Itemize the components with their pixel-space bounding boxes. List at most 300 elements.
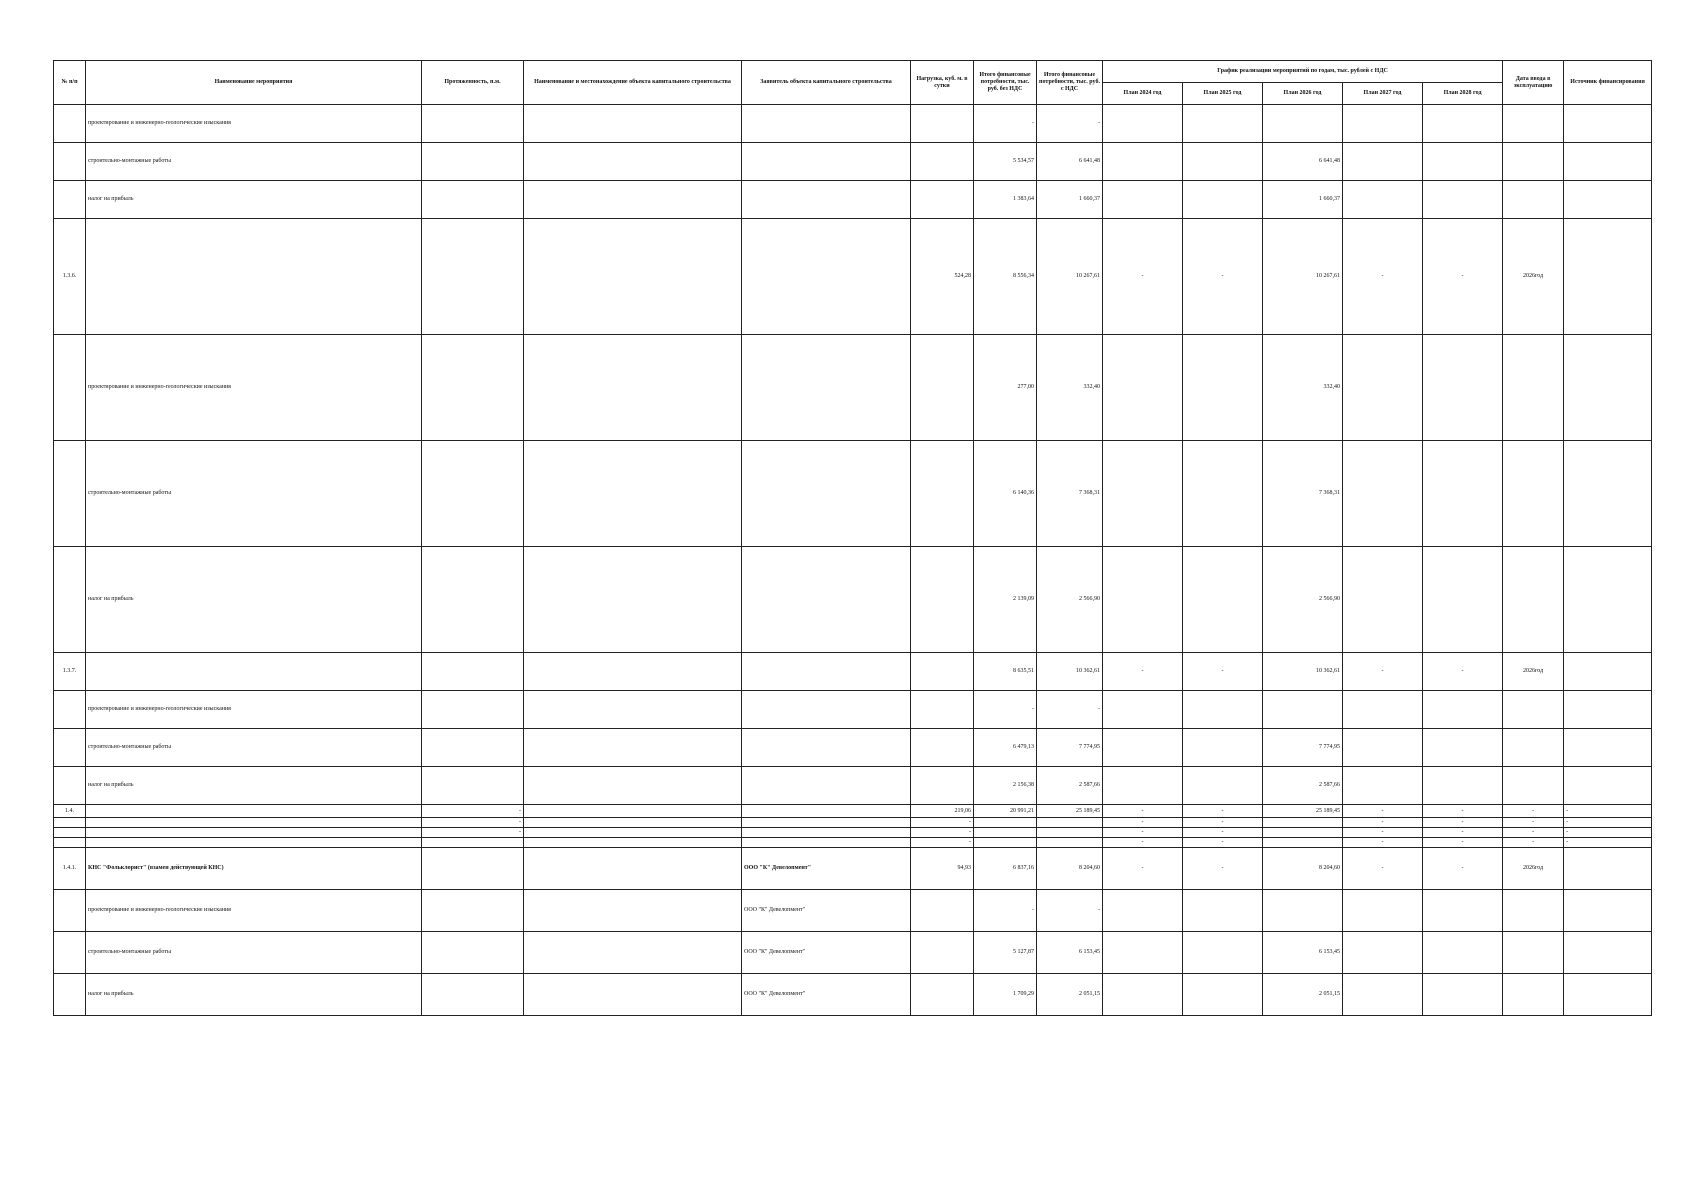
object-description: [524, 838, 742, 848]
total-vat-cell: -: [1037, 105, 1103, 143]
applicant-cell: [742, 181, 911, 219]
header-applicant: Заявитель объекта капитального строительства: [742, 61, 911, 105]
commission-date-cell: -: [1503, 805, 1564, 818]
plan-2027-cell: -: [1343, 805, 1423, 818]
plan-2024-cell: [1103, 441, 1183, 547]
plan-2027-cell: [1343, 890, 1423, 932]
plan-2028-cell: [1423, 890, 1503, 932]
plan-2027-cell: -: [1343, 219, 1423, 335]
plan-2025-cell: -: [1183, 838, 1263, 848]
measure-name: налог на прибыль: [86, 767, 422, 805]
plan-2024-cell: -: [1103, 219, 1183, 335]
row-number: [54, 828, 86, 838]
applicant-cell: [742, 838, 911, 848]
plan-2028-cell: [1423, 335, 1503, 441]
total-vat-cell: 6 641,48: [1037, 143, 1103, 181]
plan-2028-cell: [1423, 767, 1503, 805]
total-no-vat-cell: 2 156,38: [974, 767, 1037, 805]
financing-source-cell: -: [1564, 828, 1652, 838]
load-cell: 94,93: [911, 848, 974, 890]
plan-2024-cell: [1103, 691, 1183, 729]
total-no-vat-cell: 20 991,21: [974, 805, 1037, 818]
applicant-cell: [742, 219, 911, 335]
financing-source-cell: [1564, 143, 1652, 181]
length-cell: [422, 143, 524, 181]
header-plan-2025: План 2025 год: [1183, 83, 1263, 105]
commission-date-cell: [1503, 105, 1564, 143]
load-cell: [911, 181, 974, 219]
applicant-cell: [742, 691, 911, 729]
commission-date-cell: [1503, 974, 1564, 1016]
measure-name: проектирование и инженерно-геологические изыскания: [86, 335, 422, 441]
table-body: [54, 105, 1652, 1016]
total-no-vat-cell: 2 139,09: [974, 547, 1037, 653]
financing-source-cell: [1564, 890, 1652, 932]
plan-2027-cell: [1343, 729, 1423, 767]
object-description: [524, 932, 742, 974]
financing-source-cell: [1564, 547, 1652, 653]
applicant-cell: [742, 441, 911, 547]
financing-source-cell: [1564, 691, 1652, 729]
object-description: [524, 181, 742, 219]
plan-2024-cell: [1103, 547, 1183, 653]
table-row: [54, 890, 1652, 932]
row-number: 1.4.1.: [54, 848, 86, 890]
commission-date-cell: [1503, 143, 1564, 181]
total-vat-cell: 25 189,45: [1037, 805, 1103, 818]
length-cell: [422, 335, 524, 441]
measure-name: [86, 219, 422, 335]
length-cell: [422, 105, 524, 143]
load-cell: [911, 105, 974, 143]
header-plan-2028: План 2028 год: [1423, 83, 1503, 105]
measures-table: [53, 60, 1652, 1016]
load-cell: [911, 729, 974, 767]
total-no-vat-cell: [974, 828, 1037, 838]
table-row: [54, 729, 1652, 767]
applicant-cell: ООО "К" Девелопмент": [742, 932, 911, 974]
row-number: [54, 838, 86, 848]
table-header: [54, 61, 1652, 105]
load-cell: -: [911, 828, 974, 838]
commission-date-cell: -: [1503, 828, 1564, 838]
plan-2026-cell: 10 362,61: [1263, 653, 1343, 691]
measure-name: налог на прибыль: [86, 181, 422, 219]
load-cell: 524,28: [911, 219, 974, 335]
object-description: [524, 805, 742, 818]
total-vat-cell: 1 660,37: [1037, 181, 1103, 219]
plan-2028-cell: -: [1423, 219, 1503, 335]
table-row: [54, 818, 1652, 828]
plan-2025-cell: [1183, 181, 1263, 219]
length-cell: [422, 691, 524, 729]
load-cell: [911, 890, 974, 932]
applicant-cell: [742, 335, 911, 441]
total-no-vat-cell: [974, 818, 1037, 828]
applicant-cell: [742, 805, 911, 818]
total-vat-cell: 2 566,90: [1037, 547, 1103, 653]
row-number: [54, 729, 86, 767]
total-vat-cell: [1037, 828, 1103, 838]
total-no-vat-cell: [974, 838, 1037, 848]
length-cell: [422, 219, 524, 335]
total-no-vat-cell: 5 534,57: [974, 143, 1037, 181]
plan-2025-cell: [1183, 767, 1263, 805]
commission-date-cell: [1503, 691, 1564, 729]
table-row: [54, 767, 1652, 805]
total-no-vat-cell: 6 837,16: [974, 848, 1037, 890]
plan-2028-cell: [1423, 729, 1503, 767]
row-number: 1.3.6.: [54, 219, 86, 335]
length-cell: [422, 890, 524, 932]
financing-source-cell: [1564, 767, 1652, 805]
plan-2026-cell: 10 267,61: [1263, 219, 1343, 335]
header-length: Протяженность, п.м.: [422, 61, 524, 105]
table-row: [54, 838, 1652, 848]
measure-name: строительно-монтажные работы: [86, 441, 422, 547]
investment-program-table-sheet: [53, 60, 1651, 1016]
length-cell: [422, 838, 524, 848]
applicant-cell: [742, 143, 911, 181]
financing-source-cell: [1564, 441, 1652, 547]
commission-date-cell: [1503, 441, 1564, 547]
plan-2024-cell: [1103, 181, 1183, 219]
header-plan-2027: План 2027 год: [1343, 83, 1423, 105]
object-description: [524, 729, 742, 767]
plan-2025-cell: -: [1183, 805, 1263, 818]
object-description: [524, 105, 742, 143]
plan-2025-cell: -: [1183, 818, 1263, 828]
table-row: [54, 653, 1652, 691]
total-no-vat-cell: 8 556,34: [974, 219, 1037, 335]
plan-2027-cell: [1343, 441, 1423, 547]
row-number: 1.4.: [54, 805, 86, 818]
total-vat-cell: -: [1037, 691, 1103, 729]
total-vat-cell: -: [1037, 890, 1103, 932]
financing-source-cell: [1564, 335, 1652, 441]
plan-2028-cell: -: [1423, 848, 1503, 890]
plan-2027-cell: [1343, 143, 1423, 181]
object-description: [524, 335, 742, 441]
commission-date-cell: [1503, 729, 1564, 767]
plan-2025-cell: -: [1183, 828, 1263, 838]
plan-2026-cell: 7 368,31: [1263, 441, 1343, 547]
applicant-cell: ООО "К" Девелопмент": [742, 848, 911, 890]
load-cell: [911, 653, 974, 691]
measure-name: [86, 828, 422, 838]
length-cell: -: [422, 805, 524, 818]
plan-2024-cell: [1103, 767, 1183, 805]
plan-2025-cell: [1183, 441, 1263, 547]
applicant-cell: [742, 105, 911, 143]
plan-2025-cell: [1183, 547, 1263, 653]
total-vat-cell: 10 362,61: [1037, 653, 1103, 691]
table-row: [54, 974, 1652, 1016]
row-number: [54, 547, 86, 653]
row-number: [54, 932, 86, 974]
table-row: [54, 691, 1652, 729]
commission-date-cell: [1503, 547, 1564, 653]
financing-source-cell: -: [1564, 805, 1652, 818]
plan-2024-cell: -: [1103, 653, 1183, 691]
plan-2028-cell: -: [1423, 818, 1503, 828]
measure-name: строительно-монтажные работы: [86, 729, 422, 767]
financing-source-cell: [1564, 219, 1652, 335]
plan-2025-cell: [1183, 729, 1263, 767]
total-no-vat-cell: 5 127,87: [974, 932, 1037, 974]
length-cell: -: [422, 828, 524, 838]
financing-source-cell: [1564, 181, 1652, 219]
plan-2028-cell: [1423, 143, 1503, 181]
table-row: [54, 828, 1652, 838]
plan-2027-cell: -: [1343, 818, 1423, 828]
table-row: [54, 848, 1652, 890]
object-description: [524, 974, 742, 1016]
total-no-vat-cell: 8 635,51: [974, 653, 1037, 691]
plan-2028-cell: [1423, 441, 1503, 547]
plan-2026-cell: 2 051,15: [1263, 974, 1343, 1016]
plan-2027-cell: [1343, 335, 1423, 441]
row-number: [54, 335, 86, 441]
plan-2027-cell: -: [1343, 848, 1423, 890]
load-cell: [911, 767, 974, 805]
length-cell: [422, 547, 524, 653]
plan-2027-cell: [1343, 181, 1423, 219]
total-vat-cell: 7 368,31: [1037, 441, 1103, 547]
header-schedule: График реализации мероприятий по годам, тыс. рублей с НДС: [1103, 61, 1503, 83]
plan-2026-cell: [1263, 838, 1343, 848]
row-number: [54, 143, 86, 181]
plan-2027-cell: -: [1343, 838, 1423, 848]
plan-2027-cell: [1343, 105, 1423, 143]
total-vat-cell: [1037, 838, 1103, 848]
financing-source-cell: [1564, 653, 1652, 691]
header-load: Нагрузка, куб. м. в сутки: [911, 61, 974, 105]
length-cell: [422, 767, 524, 805]
plan-2027-cell: [1343, 974, 1423, 1016]
plan-2024-cell: [1103, 105, 1183, 143]
row-number: [54, 767, 86, 805]
applicant-cell: [742, 653, 911, 691]
commission-date-cell: 2026год: [1503, 653, 1564, 691]
table-row: [54, 143, 1652, 181]
plan-2024-cell: [1103, 729, 1183, 767]
total-no-vat-cell: 1 709,29: [974, 974, 1037, 1016]
applicant-cell: [742, 729, 911, 767]
load-cell: [911, 691, 974, 729]
header-total-no-vat: Итого финансовые потребности, тыс. руб. без НДС: [974, 61, 1037, 105]
plan-2026-cell: 8 204,60: [1263, 848, 1343, 890]
load-cell: [911, 143, 974, 181]
row-number: 1.3.7.: [54, 653, 86, 691]
load-cell: [911, 547, 974, 653]
applicant-cell: [742, 547, 911, 653]
table-row: [54, 932, 1652, 974]
plan-2026-cell: 7 774,95: [1263, 729, 1343, 767]
plan-2028-cell: -: [1423, 805, 1503, 818]
plan-2026-cell: [1263, 828, 1343, 838]
measure-name: КНС "Фольклорист" (взамен действующей КНС): [86, 848, 422, 890]
plan-2028-cell: -: [1423, 653, 1503, 691]
commission-date-cell: [1503, 890, 1564, 932]
plan-2025-cell: [1183, 691, 1263, 729]
plan-2026-cell: 6 153,45: [1263, 932, 1343, 974]
plan-2024-cell: [1103, 890, 1183, 932]
table-row: [54, 219, 1652, 335]
applicant-cell: ООО "К" Девелопмент": [742, 974, 911, 1016]
row-number: [54, 974, 86, 1016]
load-cell: -: [911, 838, 974, 848]
plan-2026-cell: [1263, 890, 1343, 932]
plan-2027-cell: [1343, 932, 1423, 974]
plan-2028-cell: [1423, 932, 1503, 974]
total-vat-cell: [1037, 818, 1103, 828]
object-description: [524, 143, 742, 181]
measure-name: [86, 838, 422, 848]
measure-name: проектирование и инженерно-геологические изыскания: [86, 890, 422, 932]
table-row: [54, 547, 1652, 653]
object-description: [524, 547, 742, 653]
plan-2025-cell: [1183, 932, 1263, 974]
length-cell: -: [422, 818, 524, 828]
load-cell: [911, 974, 974, 1016]
object-description: [524, 691, 742, 729]
plan-2024-cell: [1103, 335, 1183, 441]
plan-2026-cell: 1 660,37: [1263, 181, 1343, 219]
load-cell: 219,06: [911, 805, 974, 818]
total-no-vat-cell: -: [974, 890, 1037, 932]
table-row: [54, 105, 1652, 143]
row-number: [54, 691, 86, 729]
load-cell: [911, 932, 974, 974]
object-description: [524, 219, 742, 335]
header-source: Источник финансирования: [1564, 61, 1652, 105]
measure-name: строительно-монтажные работы: [86, 143, 422, 181]
measure-name: проектирование и инженерно-геологические изыскания: [86, 105, 422, 143]
object-description: [524, 890, 742, 932]
commission-date-cell: -: [1503, 818, 1564, 828]
header-total-vat: Итого финансовые потребности, тыс. руб. с НДС: [1037, 61, 1103, 105]
table-row: [54, 335, 1652, 441]
length-cell: [422, 729, 524, 767]
plan-2026-cell: 2 566,90: [1263, 547, 1343, 653]
plan-2027-cell: [1343, 767, 1423, 805]
object-description: [524, 818, 742, 828]
measure-name: [86, 805, 422, 818]
load-cell: [911, 335, 974, 441]
commission-date-cell: [1503, 767, 1564, 805]
plan-2026-cell: [1263, 105, 1343, 143]
measure-name: строительно-монтажные работы: [86, 932, 422, 974]
plan-2025-cell: [1183, 143, 1263, 181]
plan-2024-cell: [1103, 932, 1183, 974]
length-cell: [422, 441, 524, 547]
plan-2028-cell: -: [1423, 838, 1503, 848]
measure-name: проектирование и инженерно-геологические изыскания: [86, 691, 422, 729]
plan-2025-cell: [1183, 335, 1263, 441]
length-cell: [422, 974, 524, 1016]
plan-2028-cell: [1423, 105, 1503, 143]
commission-date-cell: [1503, 181, 1564, 219]
plan-2027-cell: -: [1343, 653, 1423, 691]
plan-2027-cell: -: [1343, 828, 1423, 838]
commission-date-cell: 2026год: [1503, 219, 1564, 335]
row-number: [54, 890, 86, 932]
commission-date-cell: -: [1503, 838, 1564, 848]
plan-2026-cell: [1263, 818, 1343, 828]
plan-2026-cell: [1263, 691, 1343, 729]
plan-2024-cell: -: [1103, 805, 1183, 818]
financing-source-cell: [1564, 729, 1652, 767]
table-row: [54, 441, 1652, 547]
total-vat-cell: 8 204,60: [1037, 848, 1103, 890]
total-vat-cell: 10 267,61: [1037, 219, 1103, 335]
plan-2024-cell: -: [1103, 828, 1183, 838]
plan-2026-cell: 25 189,45: [1263, 805, 1343, 818]
commission-date-cell: [1503, 335, 1564, 441]
plan-2025-cell: [1183, 890, 1263, 932]
measure-name: налог на прибыль: [86, 547, 422, 653]
object-description: [524, 441, 742, 547]
header-object: Наименование и местонахождение объекта капитального строительства: [524, 61, 742, 105]
financing-source-cell: -: [1564, 818, 1652, 828]
plan-2027-cell: [1343, 547, 1423, 653]
financing-source-cell: [1564, 974, 1652, 1016]
plan-2026-cell: 2 587,66: [1263, 767, 1343, 805]
length-cell: [422, 653, 524, 691]
load-cell: [911, 441, 974, 547]
object-description: [524, 653, 742, 691]
financing-source-cell: -: [1564, 838, 1652, 848]
plan-2028-cell: [1423, 691, 1503, 729]
header-plan-2024: План 2024 год: [1103, 83, 1183, 105]
total-vat-cell: 332,40: [1037, 335, 1103, 441]
load-cell: -: [911, 818, 974, 828]
commission-date-cell: 2026год: [1503, 848, 1564, 890]
length-cell: [422, 181, 524, 219]
plan-2028-cell: [1423, 547, 1503, 653]
commission-date-cell: [1503, 932, 1564, 974]
plan-2028-cell: [1423, 974, 1503, 1016]
row-number: [54, 441, 86, 547]
total-vat-cell: 7 774,95: [1037, 729, 1103, 767]
plan-2024-cell: [1103, 974, 1183, 1016]
header-plan-2026: План 2026 год: [1263, 83, 1343, 105]
total-vat-cell: 2 587,66: [1037, 767, 1103, 805]
plan-2028-cell: -: [1423, 828, 1503, 838]
total-vat-cell: 2 051,15: [1037, 974, 1103, 1016]
plan-2025-cell: -: [1183, 848, 1263, 890]
row-number: [54, 105, 86, 143]
plan-2025-cell: [1183, 105, 1263, 143]
table-row: [54, 181, 1652, 219]
total-no-vat-cell: -: [974, 691, 1037, 729]
measure-name: [86, 653, 422, 691]
plan-2025-cell: -: [1183, 653, 1263, 691]
measure-name: налог на прибыль: [86, 974, 422, 1016]
total-vat-cell: 6 153,45: [1037, 932, 1103, 974]
plan-2024-cell: [1103, 143, 1183, 181]
object-description: [524, 767, 742, 805]
plan-2024-cell: -: [1103, 838, 1183, 848]
financing-source-cell: [1564, 105, 1652, 143]
financing-source-cell: [1564, 932, 1652, 974]
measure-name: [86, 818, 422, 828]
applicant-cell: ООО "К" Девелопмент": [742, 890, 911, 932]
total-no-vat-cell: 6 479,13: [974, 729, 1037, 767]
total-no-vat-cell: 6 140,36: [974, 441, 1037, 547]
plan-2028-cell: [1423, 181, 1503, 219]
